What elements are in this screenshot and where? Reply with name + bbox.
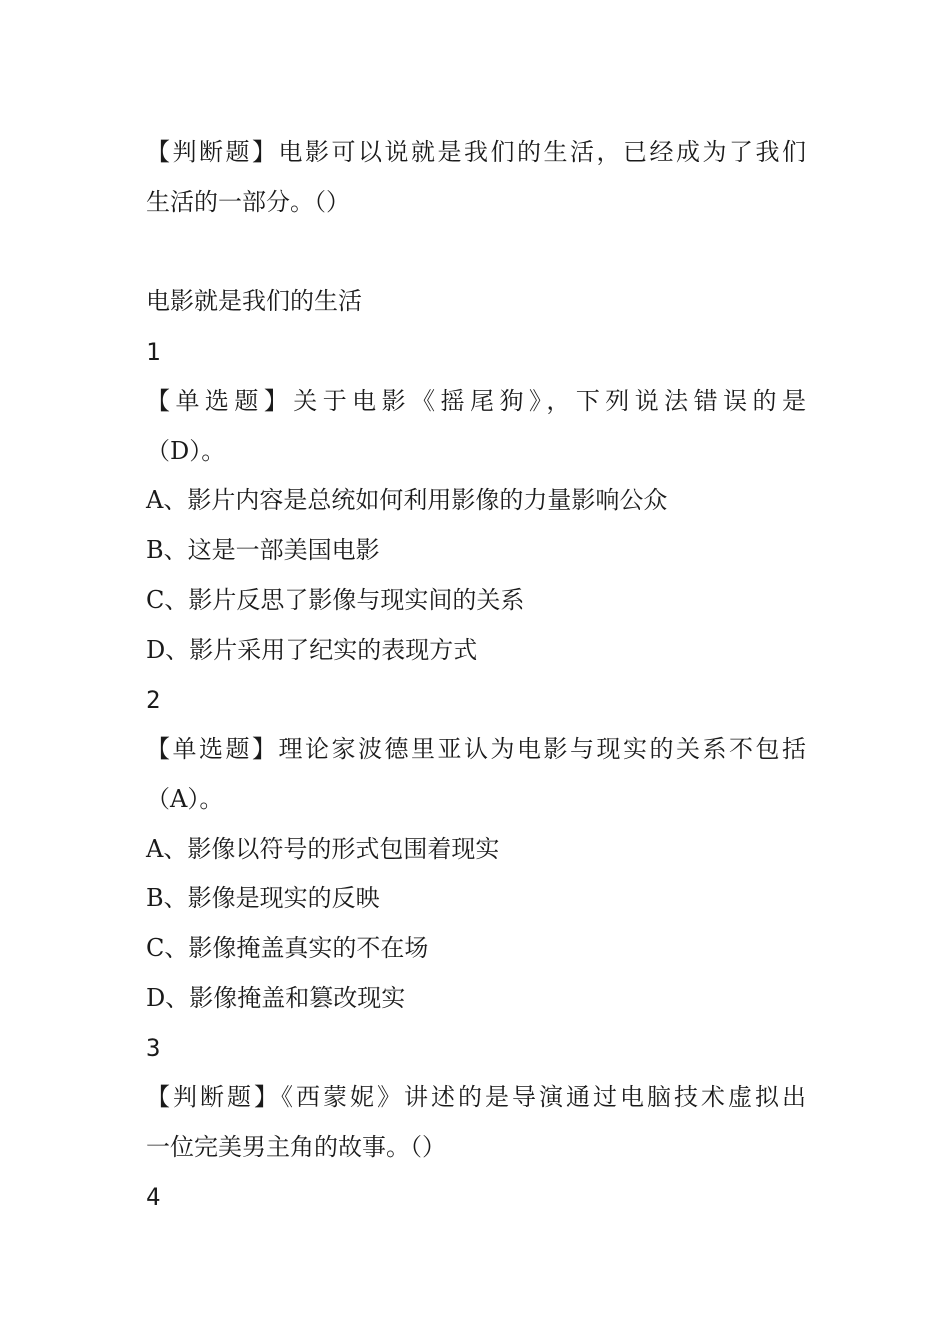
question-2-option-b: B、影像是现实的反映	[146, 884, 380, 912]
question-intro-line-1: 【判断题】电影可以说就是我们的生活，已经成为了我们	[146, 138, 806, 166]
question-1-line-2: （D）。	[146, 437, 226, 465]
question-1-option-d: D、影片采用了纪实的表现方式	[146, 636, 478, 664]
question-2-option-d: D、影像掩盖和篡改现实	[146, 984, 406, 1012]
item-number-1: 1	[146, 338, 161, 366]
item-number-2: 2	[146, 686, 161, 714]
question-1-option-c: C、影片反思了影像与现实间的关系	[146, 586, 525, 614]
answer-intro: 电影就是我们的生活	[146, 287, 362, 315]
question-1-line-1: 【单选题】关于电影《摇尾狗》，下列说法错误的是	[146, 387, 806, 415]
question-intro-line-2: 生活的一部分。（）	[146, 188, 350, 216]
question-2-option-c: C、影像掩盖真实的不在场	[146, 934, 429, 962]
item-number-3: 3	[146, 1034, 161, 1062]
question-1-option-b: B、这是一部美国电影	[146, 536, 380, 564]
question-3-line-2: 一位完美男主角的故事。（）	[146, 1133, 446, 1161]
question-1-option-a: A、影片内容是总统如何利用影像的力量影响公众	[146, 486, 668, 514]
question-2-option-a: A、影像以符号的形式包围着现实	[146, 835, 500, 863]
item-number-4: 4	[146, 1183, 161, 1211]
question-2-line-1: 【单选题】理论家波德里亚认为电影与现实的关系不包括	[146, 735, 806, 763]
question-3-line-1: 【判断题】《西蒙妮》讲述的是导演通过电脑技术虚拟出	[146, 1083, 806, 1111]
question-2-line-2: （A）。	[146, 785, 224, 813]
